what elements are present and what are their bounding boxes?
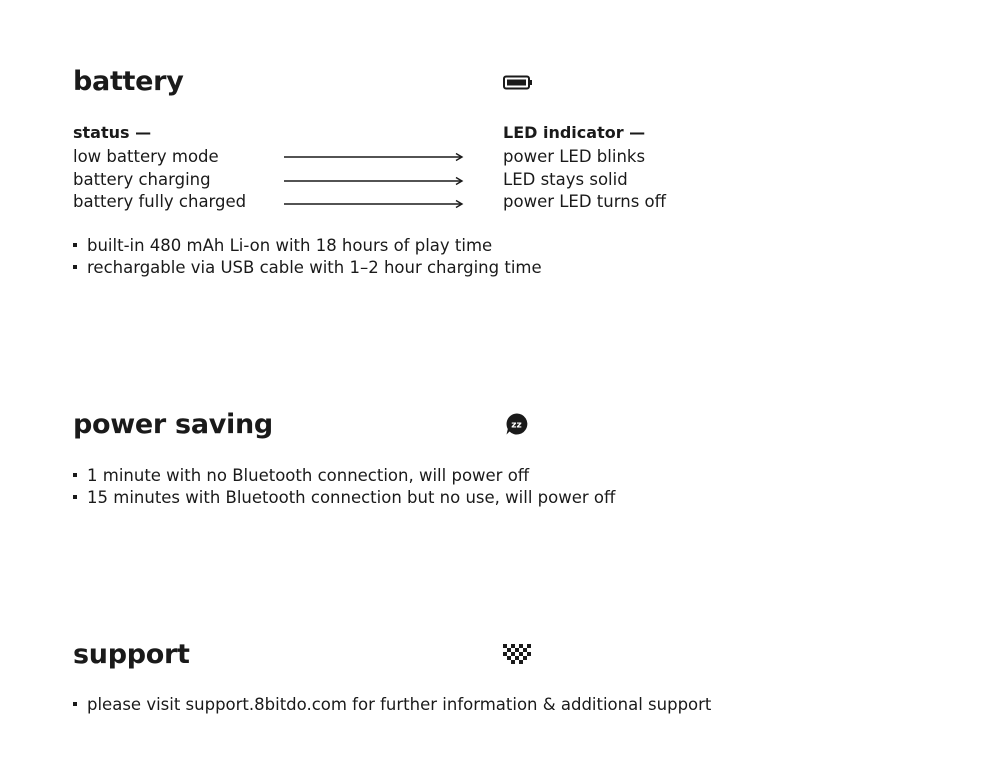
list-item: rechargable via USB cable with 1–2 hour charging time — [73, 260, 542, 277]
status-low-battery: low battery mode — [73, 147, 219, 166]
list-item: please visit support.8bitdo.com for further information & additional support — [73, 697, 711, 714]
power-saving-heading: power saving — [73, 409, 273, 440]
svg-text:zz: zz — [511, 420, 522, 431]
arrow-icon — [284, 176, 464, 186]
status-charging: battery charging — [73, 170, 211, 189]
arrow-icon — [284, 199, 464, 209]
list-item: 1 minute with no Bluetooth connection, will power off — [73, 468, 529, 485]
led-column-header: LED indicator — — [503, 123, 646, 142]
support-heading: support — [73, 639, 190, 670]
bullet-icon — [73, 473, 77, 477]
led-charging: LED stays solid — [503, 170, 628, 189]
bullet-icon — [73, 243, 77, 247]
8bitdo-logo-icon — [503, 642, 533, 666]
led-low-battery: power LED blinks — [503, 147, 646, 166]
bullet-icon — [73, 265, 77, 269]
status-column-header: status — — [73, 123, 152, 142]
battery-icon — [503, 75, 533, 90]
status-fully-charged: battery fully charged — [73, 192, 247, 211]
list-item: built-in 480 mAh Li-on with 18 hours of play time — [73, 238, 492, 255]
list-item: 15 minutes with Bluetooth connection but no use, will power off — [73, 490, 615, 507]
bullet-icon — [73, 702, 77, 706]
led-fully-charged: power LED turns off — [503, 192, 666, 211]
arrow-icon — [284, 152, 464, 162]
battery-heading: battery — [73, 66, 184, 97]
sleep-bubble-icon — [505, 412, 529, 436]
bullet-icon — [73, 495, 77, 499]
